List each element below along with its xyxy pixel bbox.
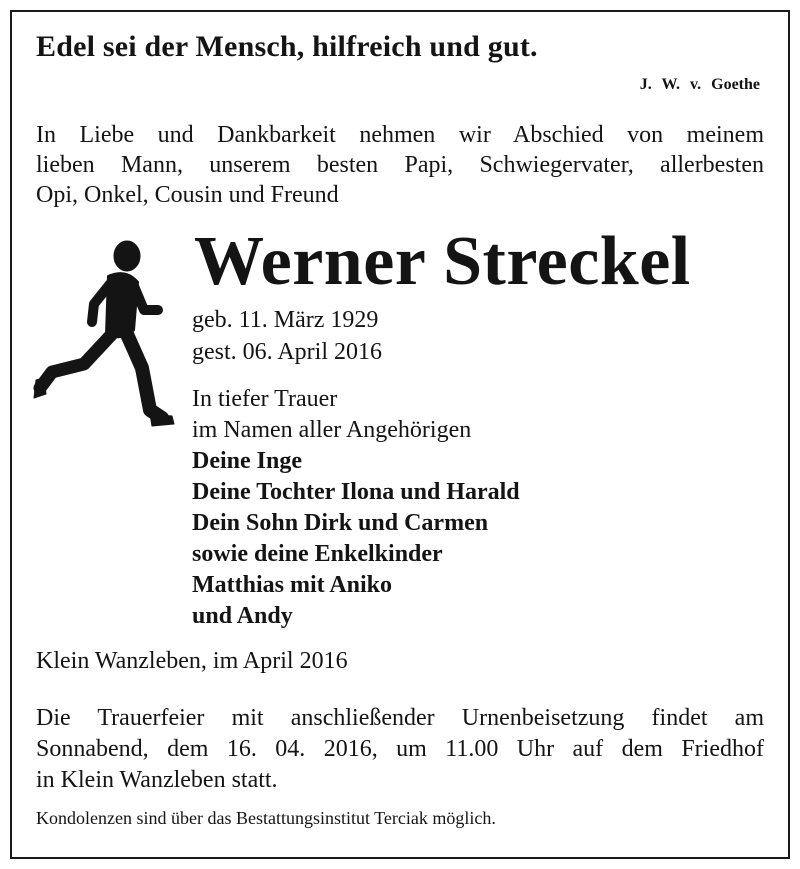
mourner-name: Deine Tochter Ilona und Harald — [192, 479, 520, 505]
mourning-line: im Namen aller Angehörigen — [192, 417, 472, 443]
motto-author: J. W. v. Goethe — [639, 76, 760, 93]
birth-date: geb. 11. März 1929 — [192, 307, 379, 333]
motto-quote: Edel sei der Mensch, hilfreich und gut. — [36, 30, 538, 63]
mourners-block — [192, 384, 520, 632]
condolence-note: Kondolenzen sind über das Bestattungsinstitut Terciak möglich. — [36, 808, 496, 828]
deceased-name: Werner Streckel — [194, 223, 691, 300]
mourner-name: Dein Sohn Dirk und Carmen — [192, 510, 489, 536]
intro-line: lieben Mann, unserem besten Papi, Schwiegervater, allerbesten — [36, 152, 764, 178]
mourner-name: sowie deine Enkelkinder — [192, 541, 443, 567]
running-man-icon — [30, 238, 180, 434]
ceremony-line: Sonnabend, dem 16. 04. 2016, um 11.00 Uhr auf dem Friedhof — [36, 736, 764, 762]
mourner-name: Deine Inge — [192, 448, 302, 474]
mourner-name: und Andy — [192, 603, 293, 629]
ceremony-text — [36, 703, 764, 796]
ceremony-line: Die Trauerfeier mit anschließender Urnenbeisetzung findet am — [36, 705, 764, 731]
intro-text — [36, 120, 764, 210]
place-date: Klein Wanzleben, im April 2016 — [36, 648, 348, 674]
death-date: gest. 06. April 2016 — [192, 339, 382, 365]
ceremony-line: in Klein Wanzleben statt. — [36, 767, 278, 793]
mourner-name: Matthias mit Aniko — [192, 572, 393, 598]
intro-line: Opi, Onkel, Cousin und Freund — [36, 182, 339, 208]
mourning-line: In tiefer Trauer — [192, 386, 338, 412]
intro-line: In Liebe und Dankbarkeit nehmen wir Abschied von meinem — [36, 122, 764, 148]
life-dates — [192, 304, 382, 368]
